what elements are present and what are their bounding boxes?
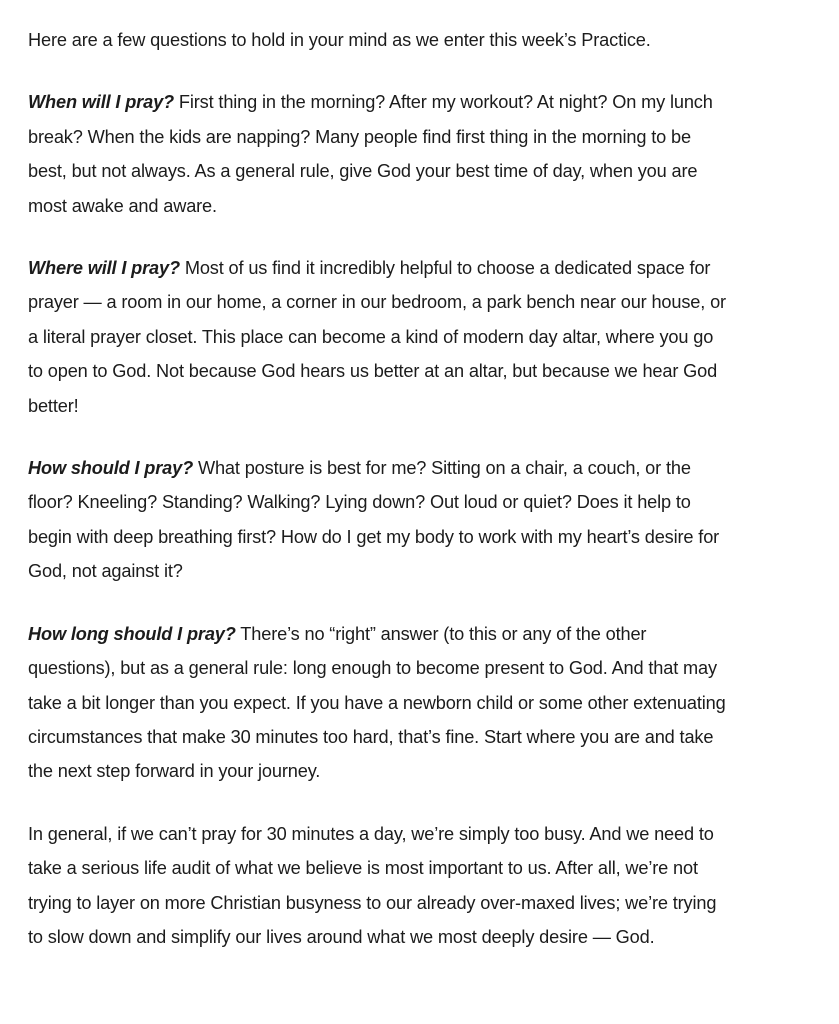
section-how-long xyxy=(28,617,728,789)
answer-how-long: There’s no “right” answer (to this or any of the other questions), but as a general rule: long enough to become present to God. And that may take a bit longer than you expect. If you have a newborn child or some other extenuating circumstances that make 30 minutes too hard, that’s fine. Start where you are and take the next step forward in your journey. xyxy=(28,623,726,782)
question-where: Where will I pray? xyxy=(28,258,180,279)
section-how xyxy=(28,451,728,589)
answer-when: First thing in the morning? After my workout? At night? On my lunch break? When the kids are napping? Many people find first thing in the morning to be best, but not always. As a general rule, give God your best time of day, when you are most awake and aware. xyxy=(28,92,713,216)
closing-paragraph: In general, if we can’t pray for 30 minutes a day, we’re simply too busy. And we need to take a serious life audit of what we believe is most important to us. After all, we’re not trying to layer on more Christian busyness to our already over-maxed lives; we’re trying to slow down and simplify our lives around what we most deeply desire — God. xyxy=(28,823,717,947)
document-body xyxy=(28,23,728,954)
section-where xyxy=(28,251,728,423)
question-how-long: How long should I pray? xyxy=(28,623,236,644)
question-when: When will I pray? xyxy=(28,92,174,113)
answer-how: What posture is best for me? Sitting on a chair, a couch, or the floor? Kneeling? Standing? Walking? Lying down? Out loud or quiet? Does it help to begin with deep breathing first? How do I get my body to work with my heart’s desire for God, not against it? xyxy=(28,458,720,582)
answer-where: Most of us find it incredibly helpful to choose a dedicated space for prayer — a room in our home, a corner in our bedroom, a park bench near our house, or a literal prayer closet. This place can become a kind of modern day altar, where you go to open to God. Not because God hears us better at an altar, but because we hear God better! xyxy=(28,258,726,416)
section-when xyxy=(28,85,728,223)
intro-paragraph: Here are a few questions to hold in your mind as we enter this week’s Practice. xyxy=(28,30,651,50)
question-how: How should I pray? xyxy=(28,458,194,479)
